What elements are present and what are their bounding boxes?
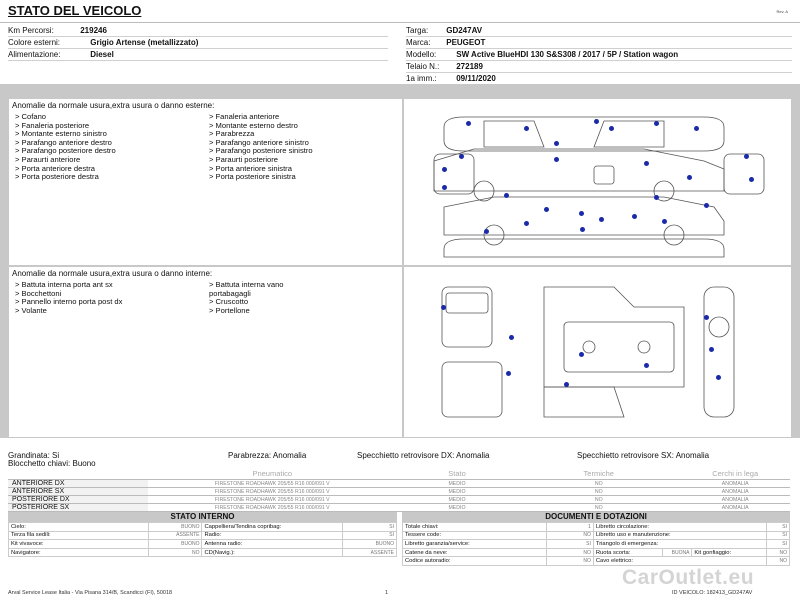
table-row: Catene da neve: NO Ruota scorta: BUONA Kit gonfiaggio: NO <box>403 548 790 557</box>
external-damage-panel <box>8 98 403 266</box>
table-row: ANTERIORE DX FIRESTONE ROADHAWK 205/55 R16 000/091 V MEDIO NO ANOMALIA <box>8 480 790 488</box>
external-damage-list-2: > Fanaleria anteriore > Montante esterno destro > Parabrezza > Parafango anteriore sinistro > Parafango posteriore sinistro > Paraurti posteriore > Porta anteriore sinistra > Porta posteriore sinistra <box>209 112 313 182</box>
damage-marker <box>654 121 659 126</box>
damage-marker <box>554 141 559 146</box>
vehicle-info-left <box>8 25 388 61</box>
summary-grandinata: Grandinata: Si <box>8 451 60 460</box>
damage-marker <box>544 207 549 212</box>
damage-marker <box>580 227 585 232</box>
summary-blocchetto: Blocchetto chiavi: Buono <box>8 459 96 468</box>
tyres-table <box>8 468 790 512</box>
damage-marker <box>662 219 667 224</box>
page-title: STATO DEL VEICOLO <box>8 3 142 18</box>
summary-parabrezza: Parabrezza: Anomalia <box>228 451 307 460</box>
damage-marker <box>716 375 721 380</box>
footer-vehicle-id: ID VEICOLO: 182413_GD247AV <box>672 590 753 596</box>
info-row-marca: Marca: PEUGEOT <box>406 37 792 49</box>
documenti-section <box>402 512 790 566</box>
damage-marker <box>441 305 446 310</box>
damage-marker <box>704 315 709 320</box>
summary-specchietto-dx: Specchietto retrovisore DX: Anomalia <box>357 451 490 460</box>
table-row: Tessere code: NO Libretto uso e manutenzione: SI <box>403 531 790 540</box>
info-row-telaio: Telaio N.: 272189 <box>406 61 792 73</box>
damage-marker <box>744 154 749 159</box>
damage-marker <box>632 214 637 219</box>
damage-marker <box>579 211 584 216</box>
internal-damage-panel <box>8 266 403 438</box>
car-interior-diagram <box>404 267 791 437</box>
documenti-title: DOCUMENTI E DOTAZIONI <box>402 512 790 522</box>
external-damage-title: Anomalie da normale usura,extra usura o danno esterne: <box>12 101 215 110</box>
damage-marker <box>594 119 599 124</box>
summary-specchietto-sx: Specchietto retrovisore SX: Anomalia <box>577 451 710 460</box>
damage-marker <box>694 126 699 131</box>
header-divider <box>0 22 800 23</box>
external-diagram-panel <box>403 98 792 266</box>
internal-damage-list-1: > Battuta interna porta ant sx > Bocchettoni > Pannello interno porta post dx > Volante <box>15 280 123 315</box>
damage-marker <box>644 363 649 368</box>
damage-marker <box>749 177 754 182</box>
damage-marker <box>564 382 569 387</box>
info-row-colore: Colore esterni: Grigio Artense (metallizzato) <box>8 37 388 49</box>
damage-marker <box>466 121 471 126</box>
table-row: Navigatore: NO CD(Navig.): ASSENTE <box>9 548 397 557</box>
damage-marker <box>459 154 464 159</box>
damage-marker <box>509 335 514 340</box>
tyres-header-row <box>8 468 790 480</box>
table-row: POSTERIORE SX FIRESTONE ROADHAWK 205/55 R16 000/091 V MEDIO NO ANOMALIA <box>8 504 790 512</box>
table-row: Cielo: BUONO Cappelliera/Tendina copribag: SI <box>9 523 397 532</box>
revision-label: Rev. A <box>776 9 788 14</box>
damage-marker <box>524 221 529 226</box>
vehicle-info-right <box>406 25 792 85</box>
damage-marker <box>442 185 447 190</box>
damage-marker <box>644 161 649 166</box>
damage-marker <box>579 352 584 357</box>
col-cerchi: Cerchi in lega <box>680 468 790 480</box>
damage-marker <box>609 126 614 131</box>
footer-company: Arval Service Lease Italia - Via Pisana 314/B, Scandicci (FI), 50018 <box>8 590 173 596</box>
table-row: Kit vivavoce: BUONO Antenna radio: BUONO <box>9 540 397 549</box>
table-row: Codice autoradio: NO Cavo elettrico: NO <box>403 557 790 566</box>
damage-marker <box>654 195 659 200</box>
info-row-immatricolazione: 1a imm.: 09/11/2020 <box>406 73 792 85</box>
stato-interno-title: STATO INTERNO <box>8 512 397 522</box>
col-termiche: Termiche <box>517 468 680 480</box>
damage-marker <box>506 371 511 376</box>
section-separator-bar <box>0 84 800 96</box>
car-exterior-diagram <box>404 99 791 265</box>
table-row: POSTERIORE DX FIRESTONE ROADHAWK 205/55 R16 000/091 V MEDIO NO ANOMALIA <box>8 496 790 504</box>
col-pneumatico: Pneumatico <box>148 468 397 480</box>
table-row: Totale chiavi: 1 Libretto circolazione: SI <box>403 523 790 532</box>
watermark-logo: CarOutlet.eu <box>622 566 755 589</box>
damage-marker <box>524 126 529 131</box>
table-row: Libretto garanzia/service: SI Triangolo di emergenza: SI <box>403 540 790 549</box>
external-damage-list-1: > Cofano > Fanaleria posteriore > Montante esterno sinistro > Parafango anteriore destro > Parafango posteriore destro > Paraurti anteriore > Porta anteriore destra > Porta posteriore destra <box>15 112 116 182</box>
internal-diagram-panel <box>403 266 792 438</box>
footer-page-number: 1 <box>385 590 389 596</box>
stato-interno-section <box>8 512 397 557</box>
damage-marker <box>687 175 692 180</box>
col-stato: Stato <box>397 468 517 480</box>
damage-marker <box>554 157 559 162</box>
internal-damage-title: Anomalie da normale usura,extra usura o danno interne: <box>12 269 213 278</box>
damage-marker <box>442 167 447 172</box>
damage-marker <box>704 203 709 208</box>
damage-marker <box>504 193 509 198</box>
info-row-targa: Targa: GD247AV <box>406 25 792 37</box>
damage-marker <box>484 229 489 234</box>
damage-marker <box>599 217 604 222</box>
table-row: Terza fila sedili: ASSENTE Radio: SI <box>9 531 397 540</box>
damage-marker <box>709 347 714 352</box>
internal-damage-list-2: > Battuta interna vano portabagagli > Cruscotto > Portellone <box>209 280 284 315</box>
table-row: ANTERIORE SX FIRESTONE ROADHAWK 205/55 R16 000/091 V MEDIO NO ANOMALIA <box>8 488 790 496</box>
info-row-km: Km Percorsi: 219246 <box>8 25 388 37</box>
info-row-alimentazione: Alimentazione: Diesel <box>8 49 388 61</box>
info-row-modello: Modello: SW Active BlueHDI 130 S&S308 / 2017 / 5P / Station wagon <box>406 49 792 61</box>
